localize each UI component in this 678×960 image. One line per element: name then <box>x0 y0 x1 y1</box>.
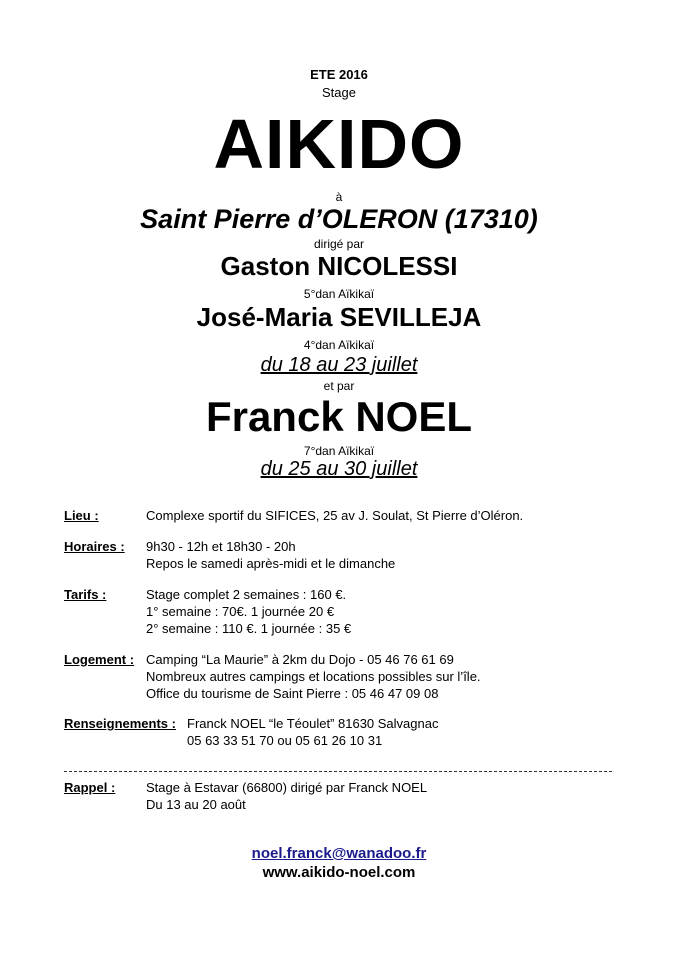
rappel-line-1: Stage à Estavar (66800) dirigé par Franck NOEL <box>146 780 428 795</box>
location-title: Saint Pierre d’OLERON (17310) <box>140 204 538 234</box>
tarifs-line-2: 1° semaine : 70€. 1 journée 20 € <box>146 604 335 619</box>
lieu-label: Lieu : <box>64 508 99 523</box>
rappel-line-2: Du 13 au 20 août <box>146 797 246 812</box>
page-title: AIKIDO <box>213 105 465 183</box>
teacher-grade-2: 4°dan Aïkikaï <box>303 338 375 352</box>
tarifs-label: Tarifs : <box>64 587 107 602</box>
horaires-line-1: 9h30 - 12h et 18h30 - 20h <box>146 539 296 554</box>
renseignements-line-1: Franck NOEL “le Téoulet” 81630 Salvagnac <box>187 716 439 731</box>
lieu-line-1: Complexe sportif du SIFICES, 25 av J. Soulat, St Pierre d’Oléron. <box>146 508 524 523</box>
logement-line-3: Office du tourisme de Saint Pierre : 05 46 47 09 08 <box>146 686 439 701</box>
teacher-name-1: Gaston NICOLESSI <box>220 251 458 281</box>
stage-label: Stage <box>322 85 356 100</box>
and-by-label: et par <box>323 379 355 393</box>
rappel-label: Rappel : <box>64 780 116 795</box>
dates-second-session: du 25 au 30 juillet <box>260 458 418 480</box>
website-link[interactable]: www.aikido-noel.com <box>262 864 416 881</box>
main-teacher-name: Franck NOEL <box>205 393 473 440</box>
logement-line-1: Camping “La Maurie” à 2km du Dojo - 05 46 76 61 69 <box>146 652 454 667</box>
dates-first-session: du 18 au 23 juillet <box>260 354 418 376</box>
email-link[interactable]: noel.franck@wanadoo.fr <box>251 845 427 862</box>
logement-line-2: Nombreux autres campings et locations possibles sur l’île. <box>146 669 481 684</box>
logement-label: Logement : <box>64 652 135 667</box>
renseignements-label: Renseignements : <box>64 716 176 731</box>
tarifs-line-1: Stage complet 2 semaines : 160 €. <box>146 587 347 602</box>
email-row <box>0 845 678 863</box>
teacher-name-2: José-Maria SEVILLEJA <box>196 302 482 332</box>
horaires-line-2: Repos le samedi après-midi et le dimanche <box>146 556 396 571</box>
directed-by-label: dirigé par <box>313 237 365 251</box>
season-label: ETE 2016 <box>310 67 368 82</box>
teacher-grade-1: 5°dan Aïkikaï <box>303 287 375 301</box>
renseignements-line-2: 05 63 33 51 70 ou 05 61 26 10 31 <box>187 733 383 748</box>
main-teacher-grade: 7°dan Aïkikaï <box>303 444 375 458</box>
tarifs-line-3: 2° semaine : 110 €. 1 journée : 35 € <box>146 621 352 636</box>
horaires-label: Horaires : <box>64 539 125 554</box>
dashed-divider <box>64 771 612 772</box>
preposition-label: à <box>335 190 343 204</box>
